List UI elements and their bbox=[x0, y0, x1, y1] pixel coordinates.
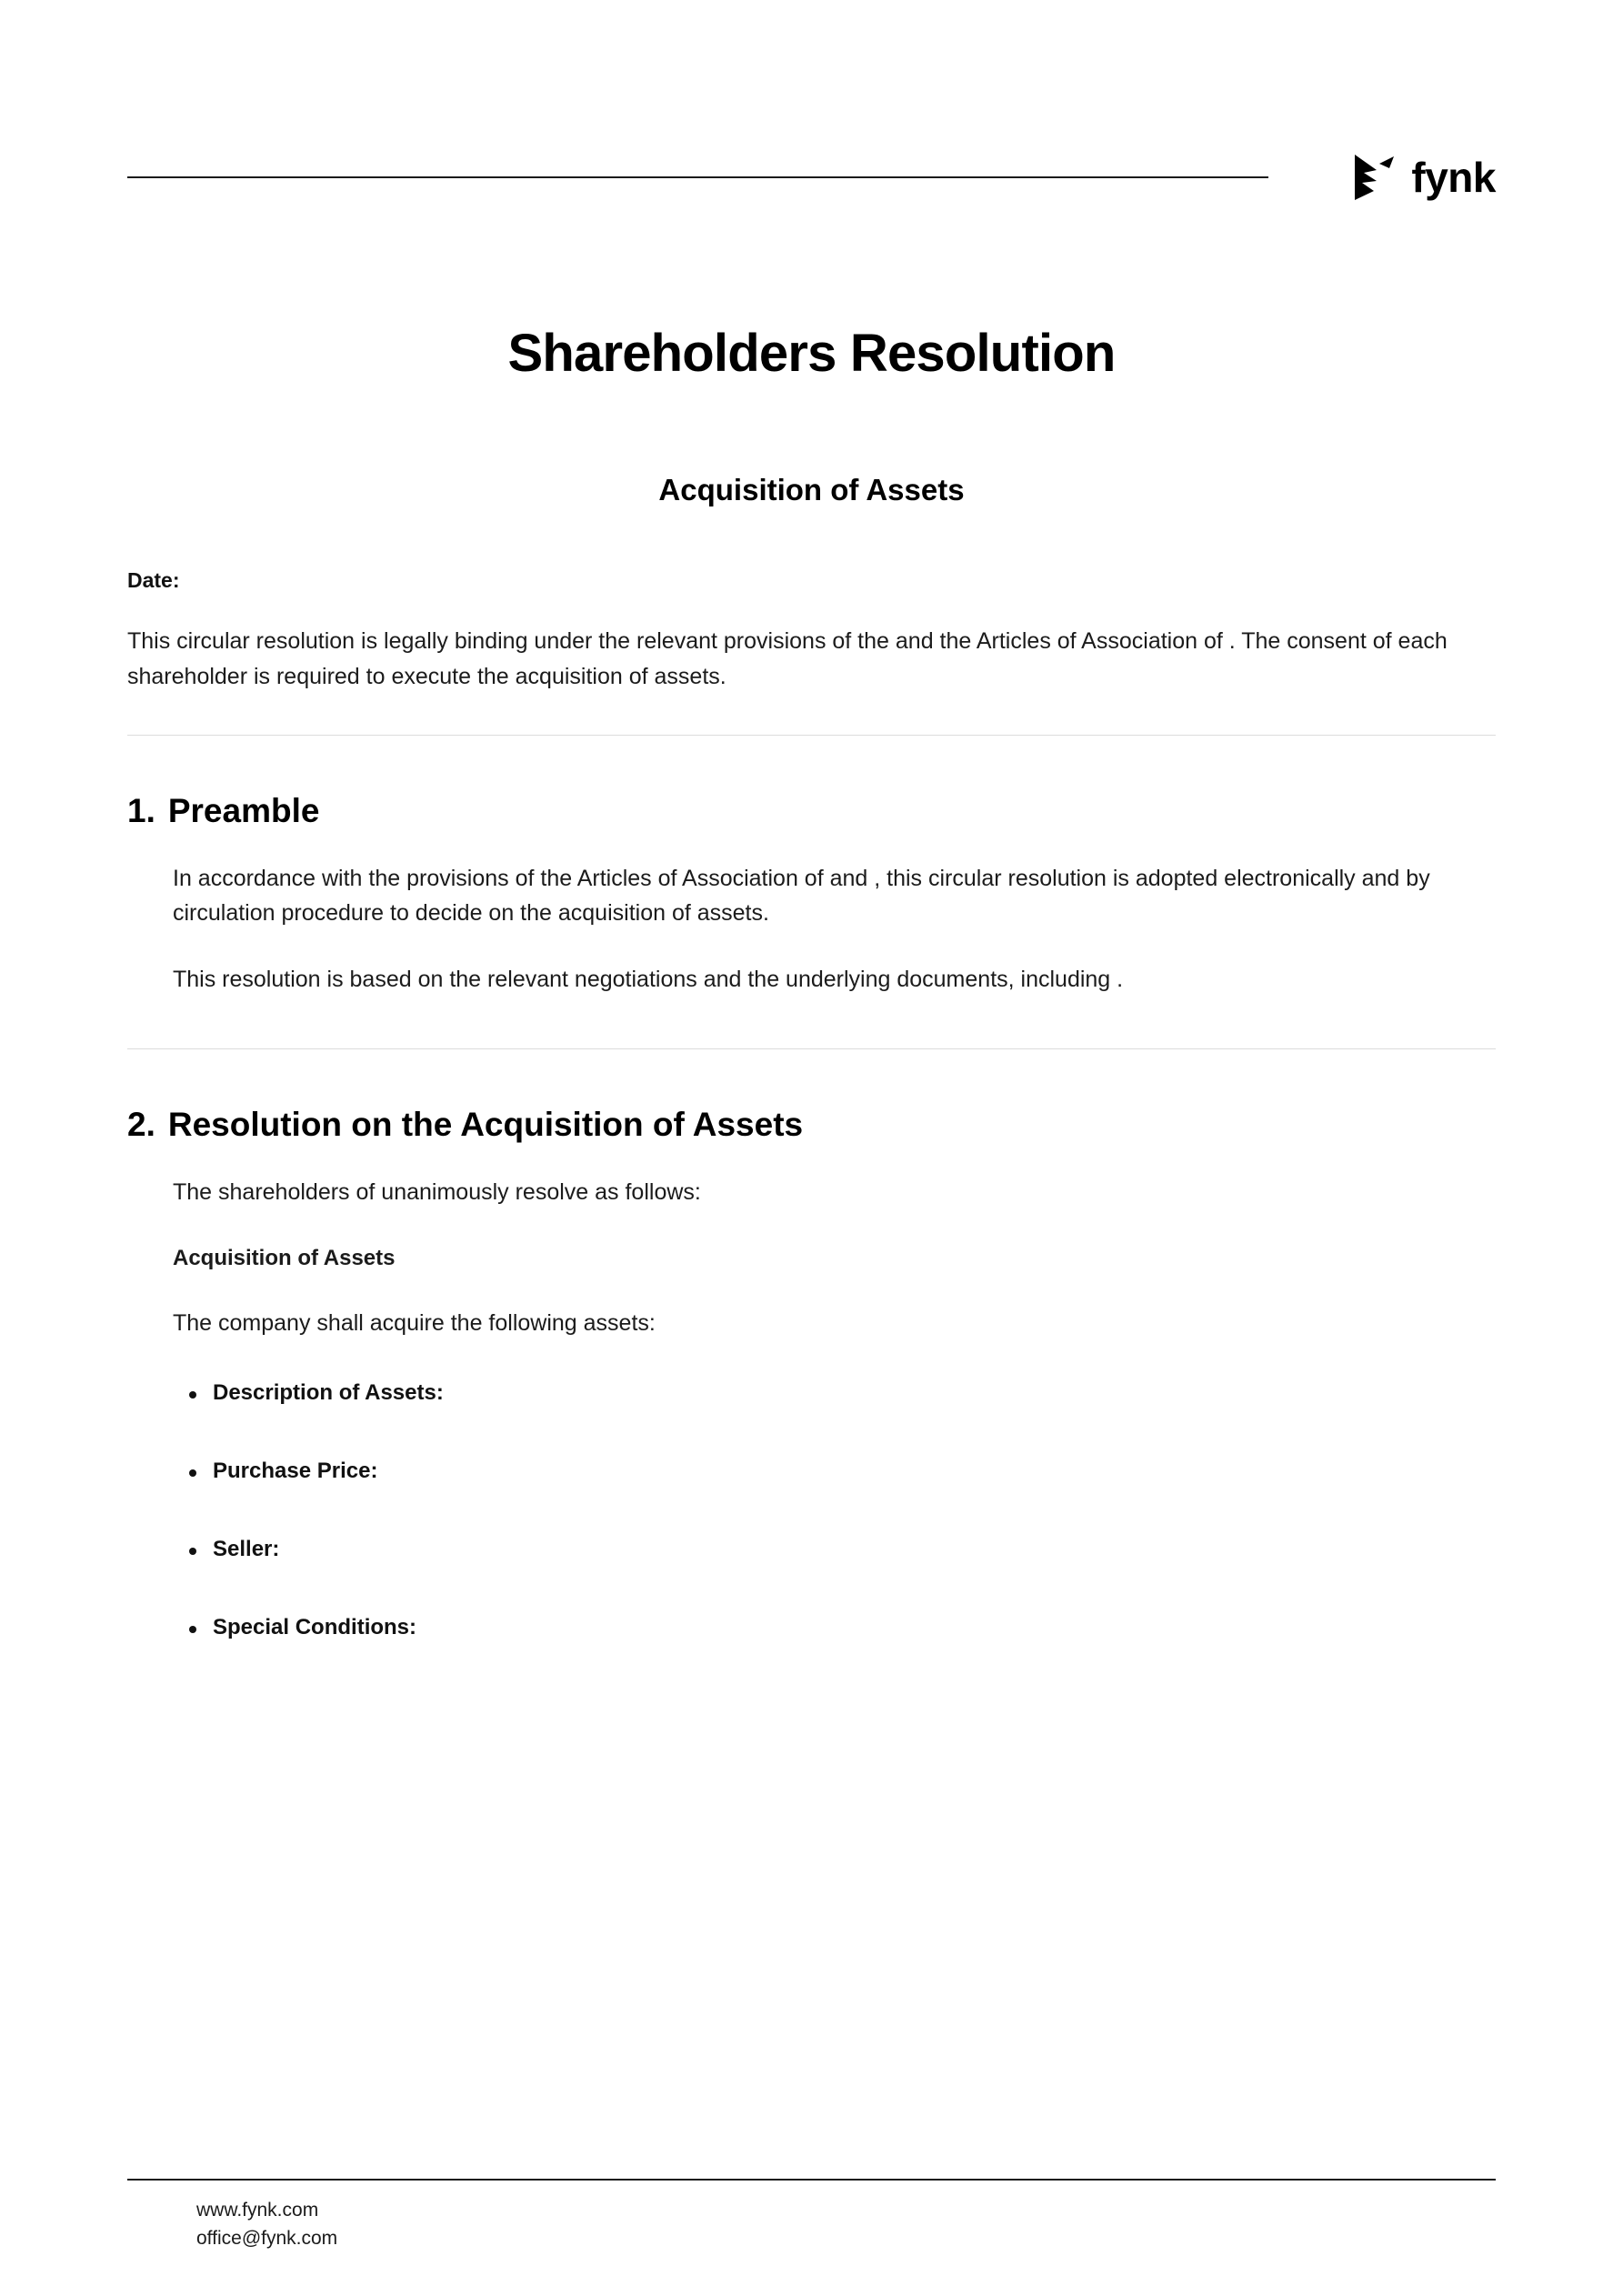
section-divider-2 bbox=[127, 1048, 1496, 1049]
section-preamble bbox=[127, 792, 1496, 998]
section-1-body bbox=[173, 861, 1496, 998]
section-1-title: Preamble bbox=[167, 791, 320, 829]
section-divider-1 bbox=[127, 735, 1496, 736]
page-header bbox=[127, 136, 1496, 218]
section-2-body bbox=[173, 1175, 1496, 1641]
header-divider bbox=[127, 176, 1268, 178]
section-1-number: 1. bbox=[127, 791, 155, 829]
page-title: Shareholders Resolution bbox=[507, 324, 1116, 383]
section-1-heading bbox=[127, 792, 1496, 830]
fynk-bird-logo-icon bbox=[1349, 151, 1398, 204]
date-label: Date: bbox=[127, 568, 180, 592]
section-2-lead: The shareholders of unanimously resolve as follows: bbox=[173, 1178, 701, 1205]
page-footer bbox=[127, 2179, 1496, 2252]
section-2-title: Resolution on the Acquisition of Assets bbox=[167, 1105, 804, 1143]
section-resolution bbox=[127, 1106, 1496, 1641]
section-2-subheading: Acquisition of Assets bbox=[173, 1245, 396, 1270]
list-item: Seller: bbox=[173, 1537, 1496, 1562]
list-item: Special Conditions: bbox=[173, 1615, 1496, 1640]
section-1-paragraph-1: In accordance with the provisions of the Articles of Association of and , this circular resolution is adopted electronically and by circulation procedure to decide on the acquisition of assets. bbox=[173, 865, 1430, 927]
document-body bbox=[127, 568, 1496, 1693]
list-item: Description of Assets: bbox=[173, 1380, 1496, 1406]
section-1-paragraph-2: This resolution is based on the relevant negotiations and the underlying documents, including . bbox=[173, 967, 1124, 992]
section-2-intro: The company shall acquire the following assets: bbox=[173, 1309, 656, 1336]
footer-website[interactable]: www.fynk.com bbox=[196, 2200, 319, 2221]
intro-paragraph: This circular resolution is legally binding under the relevant provisions of the and the Articles of Association of . The consent of each shareholder is required to execute the acquisition of assets. bbox=[127, 628, 1448, 689]
brand-name: fynk bbox=[1411, 154, 1496, 201]
list-item: Purchase Price: bbox=[173, 1459, 1496, 1484]
footer-contact bbox=[196, 2197, 1496, 2252]
footer-divider bbox=[127, 2179, 1496, 2181]
footer-email[interactable]: office@fynk.com bbox=[196, 2227, 338, 2249]
page-subtitle: Acquisition of Assets bbox=[658, 473, 965, 506]
asset-details-list bbox=[173, 1380, 1496, 1640]
brand-logo bbox=[1349, 151, 1496, 204]
section-2-number: 2. bbox=[127, 1105, 155, 1143]
section-2-heading bbox=[127, 1106, 1496, 1144]
